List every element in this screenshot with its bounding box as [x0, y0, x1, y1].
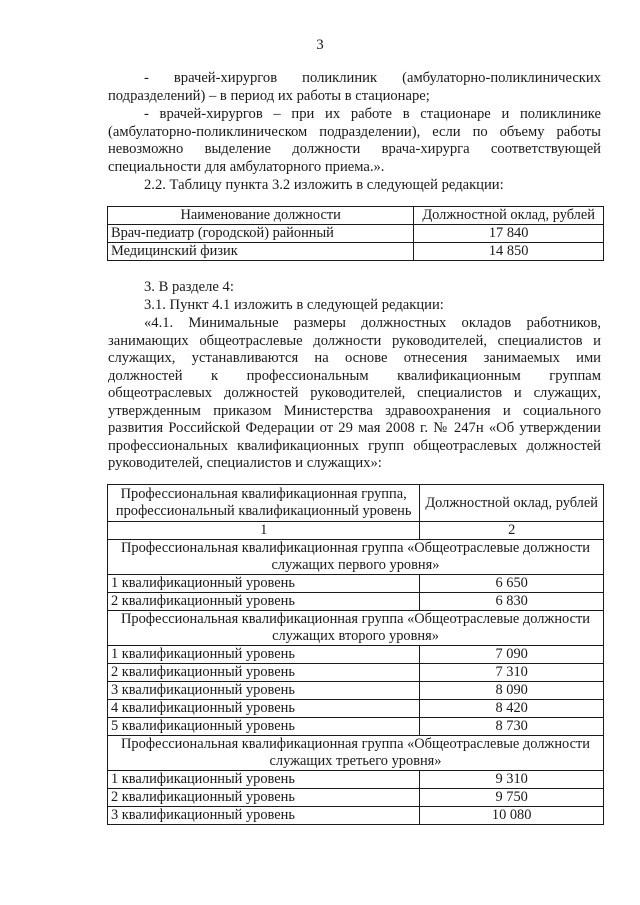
header-salary: Должностной оклад, рублей: [414, 207, 604, 225]
paragraph-2-2: 2.2. Таблицу пункта 3.2 изложить в следующей редакции:: [144, 177, 504, 193]
table-row: [108, 664, 604, 682]
level-name: 2 квалификационный уровень: [108, 593, 420, 611]
positions-table: [107, 206, 604, 261]
table-row: [108, 807, 604, 825]
table-row: [108, 718, 604, 736]
position-name: Врач-педиатр (городской) районный: [108, 225, 414, 243]
table-row: [108, 682, 604, 700]
salary-value: 8 730: [420, 718, 604, 736]
salary-value: 8 420: [420, 700, 604, 718]
salary-value: 10 080: [420, 807, 604, 825]
group-title: Профессиональная квалификационная группа «Общеотраслевые должности служащих первого уровня»: [108, 540, 604, 575]
level-name: 2 квалификационный уровень: [108, 789, 420, 807]
table-row: [108, 225, 604, 243]
table-row: [108, 593, 604, 611]
header-group-level: Профессиональная квалификационная группа, профессиональный квалификационный уровень: [108, 485, 420, 522]
group-title: Профессиональная квалификационная группа «Общеотраслевые должности служащих третьего уровня»: [108, 736, 604, 771]
table-row: [108, 700, 604, 718]
salary-value: 6 830: [420, 593, 604, 611]
level-name: 4 квалификационный уровень: [108, 700, 420, 718]
salary-value: 9 750: [420, 789, 604, 807]
table-header-row: [108, 485, 604, 522]
salary-value: 8 090: [420, 682, 604, 700]
table-row: [108, 243, 604, 261]
level-name: 2 квалификационный уровень: [108, 664, 420, 682]
level-name: 3 квалификационный уровень: [108, 682, 420, 700]
level-name: 5 квалификационный уровень: [108, 718, 420, 736]
page-number: 3: [316, 37, 324, 53]
salary-value: 14 850: [414, 243, 604, 261]
table-row: [108, 646, 604, 664]
level-name: 1 квалификационный уровень: [108, 646, 420, 664]
salary-value: 17 840: [414, 225, 604, 243]
paragraph-surgeons-polyclinics: - врачей-хирургов поликлиник (амбулаторно-поликлинических подразделений) – в период их работы в стационаре;: [108, 70, 601, 104]
paragraph-4-1: «4.1. Минимальные размеры должностных окладов работников, занимающих общеотраслевые должности руководителей, специалистов и служащих, устанавливаются на основе отнесения занимаемых ими должностей к профессиональным квалификационным группам общеотраслевых должностей руководителей, специалистов и служащих, утвержденным приказом Министерства здравоохранения и социального развития Российской Федерации от 29 мая 2008 г. № 247н «Об утверждении профессиональных квалификационных групп общеотраслевых должностей руководителей, специалистов и служащих»:: [108, 315, 601, 471]
paragraph-3-1: 3.1. Пункт 4.1 изложить в следующей редакции:: [144, 297, 444, 313]
header-salary: Должностной оклад, рублей: [420, 485, 604, 522]
group-title-row: [108, 540, 604, 575]
salary-value: 6 650: [420, 575, 604, 593]
column-number: 2: [420, 522, 604, 540]
column-number: 1: [108, 522, 420, 540]
level-name: 1 квалификационный уровень: [108, 575, 420, 593]
table-header-row: [108, 207, 604, 225]
group-title-row: [108, 736, 604, 771]
salary-value: 9 310: [420, 771, 604, 789]
salary-value: 7 090: [420, 646, 604, 664]
table-row: [108, 771, 604, 789]
header-position: Наименование должности: [108, 207, 414, 225]
paragraph-surgeons-hospital: - врачей-хирургов – при их работе в стационаре и поликлинике (амбулаторно-поликлиническом подразделении), если по объему работы невозможно выделение должности врача-хирурга соответствующей специальности для амбулаторного приема.».: [108, 106, 601, 175]
salary-value: 7 310: [420, 664, 604, 682]
paragraph-section-3: 3. В разделе 4:: [144, 279, 234, 295]
table-row: [108, 789, 604, 807]
level-name: 1 квалификационный уровень: [108, 771, 420, 789]
group-title: Профессиональная квалификационная группа «Общеотраслевые должности служащих второго уровня»: [108, 611, 604, 646]
position-name: Медицинский физик: [108, 243, 414, 261]
column-number-row: [108, 522, 604, 540]
qualification-table: [107, 484, 604, 825]
table-row: [108, 575, 604, 593]
group-title-row: [108, 611, 604, 646]
level-name: 3 квалификационный уровень: [108, 807, 420, 825]
